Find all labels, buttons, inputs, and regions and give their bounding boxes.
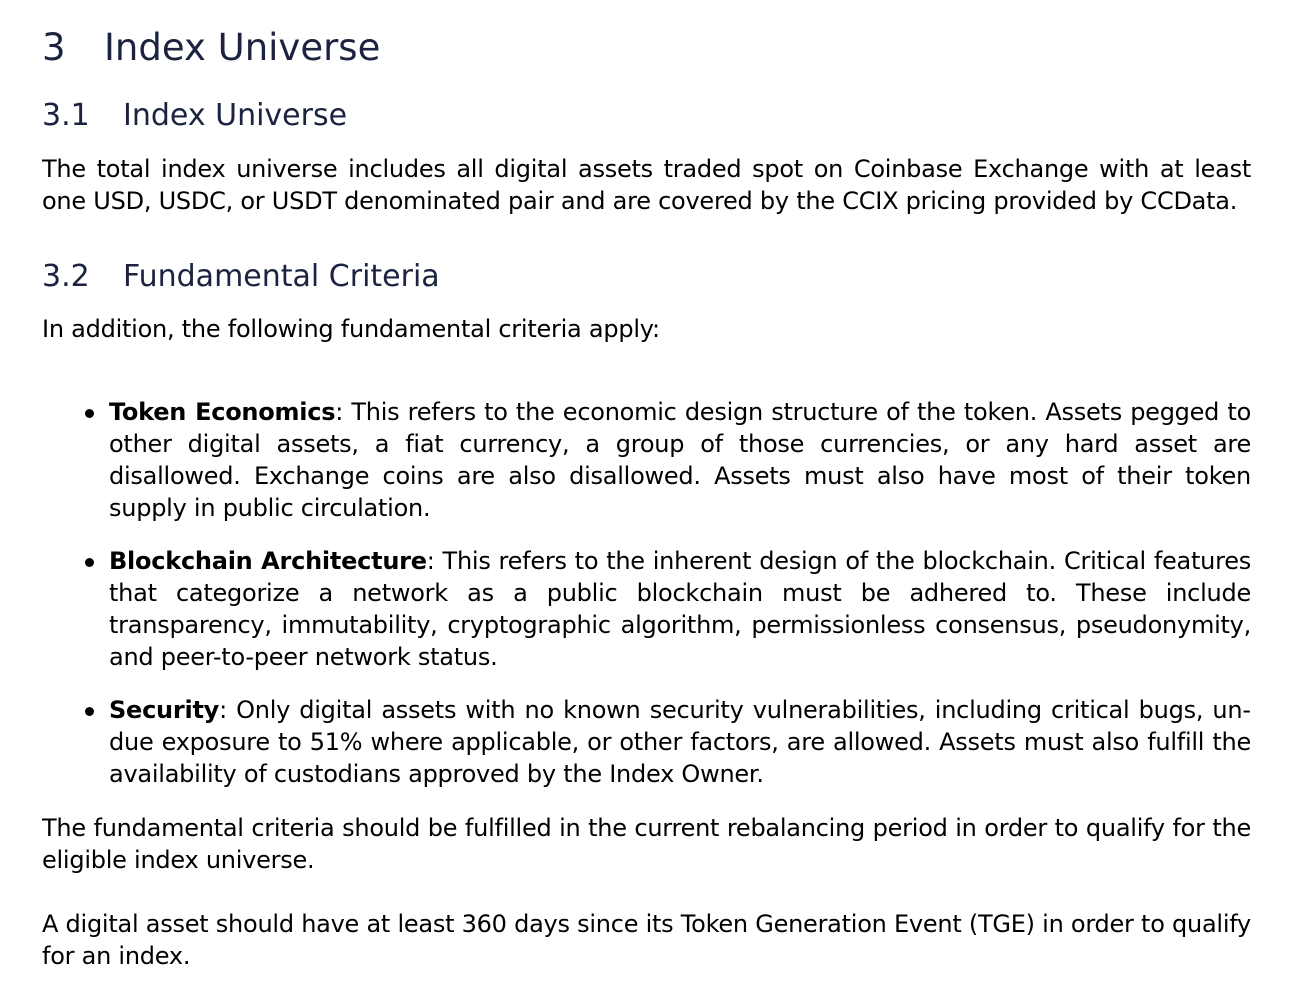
criteria-term: Security xyxy=(109,696,220,724)
section-title: Index Universe xyxy=(104,26,381,69)
criteria-text: : Only digital assets with no known security vulnerabilities, including critical bugs, undue exposure to 51% where applicable, or other factors, are allowed. Assets must also fulfill the availability of custodians approved by the Index Owner. xyxy=(109,696,1251,788)
tge-requirement-paragraph: A digital asset should have at least 360 days since its Token Generation Event (TGE) in order to qualify for an index. xyxy=(42,910,1251,970)
criteria-item-security xyxy=(42,694,1251,790)
subsection-heading-index-universe xyxy=(42,96,347,136)
bullet-icon xyxy=(85,409,94,418)
bullet-icon xyxy=(85,558,94,567)
criteria-item-token-economics xyxy=(42,396,1251,524)
criteria-closing-paragraph: The fundamental criteria should be fulfilled in the current rebalancing period in order to qualify for the eligible index universe. xyxy=(42,814,1251,874)
criteria-term: Token Economics xyxy=(109,398,336,426)
section-number: 3 xyxy=(42,26,66,69)
subsection-number: 3.1 xyxy=(42,98,90,133)
section-heading xyxy=(42,22,380,74)
criteria-intro-paragraph: In addition, the following fundamental criteria apply: xyxy=(42,315,660,343)
index-universe-paragraph: The total index universe includes all digital assets traded spot on Coinbase Exchange with at least one USD, USDC, or USDT denominated pair and are covered by the CCIX pricing provided by CCData. xyxy=(42,155,1251,215)
criteria-text: : This refers to the economic design structure of the token. Assets pegged to other digital assets, a fiat currency, a group of those currencies, or any hard asset are disallowed. Exchange coins are also disallowed. Assets must also have most of their token supply in public circulation. xyxy=(109,398,1252,522)
bullet-icon xyxy=(85,707,94,716)
criteria-text: : This refers to the inherent design of the blockchain. Critical features that categorize a network as a public blockchain must be adhered to. These include transparency, immutability, cryptographic algorithm, permissionless consensus, pseudonymity, and peer-to-peer network status. xyxy=(109,547,1251,671)
criteria-term: Blockchain Architecture xyxy=(109,547,427,575)
criteria-item-blockchain-architecture xyxy=(42,545,1251,673)
subsection-title: Fundamental Criteria xyxy=(123,259,440,294)
criteria-list xyxy=(42,396,1251,790)
subsection-heading-fundamental-criteria xyxy=(42,257,440,297)
subsection-title: Index Universe xyxy=(123,98,348,133)
subsection-number: 3.2 xyxy=(42,259,90,294)
